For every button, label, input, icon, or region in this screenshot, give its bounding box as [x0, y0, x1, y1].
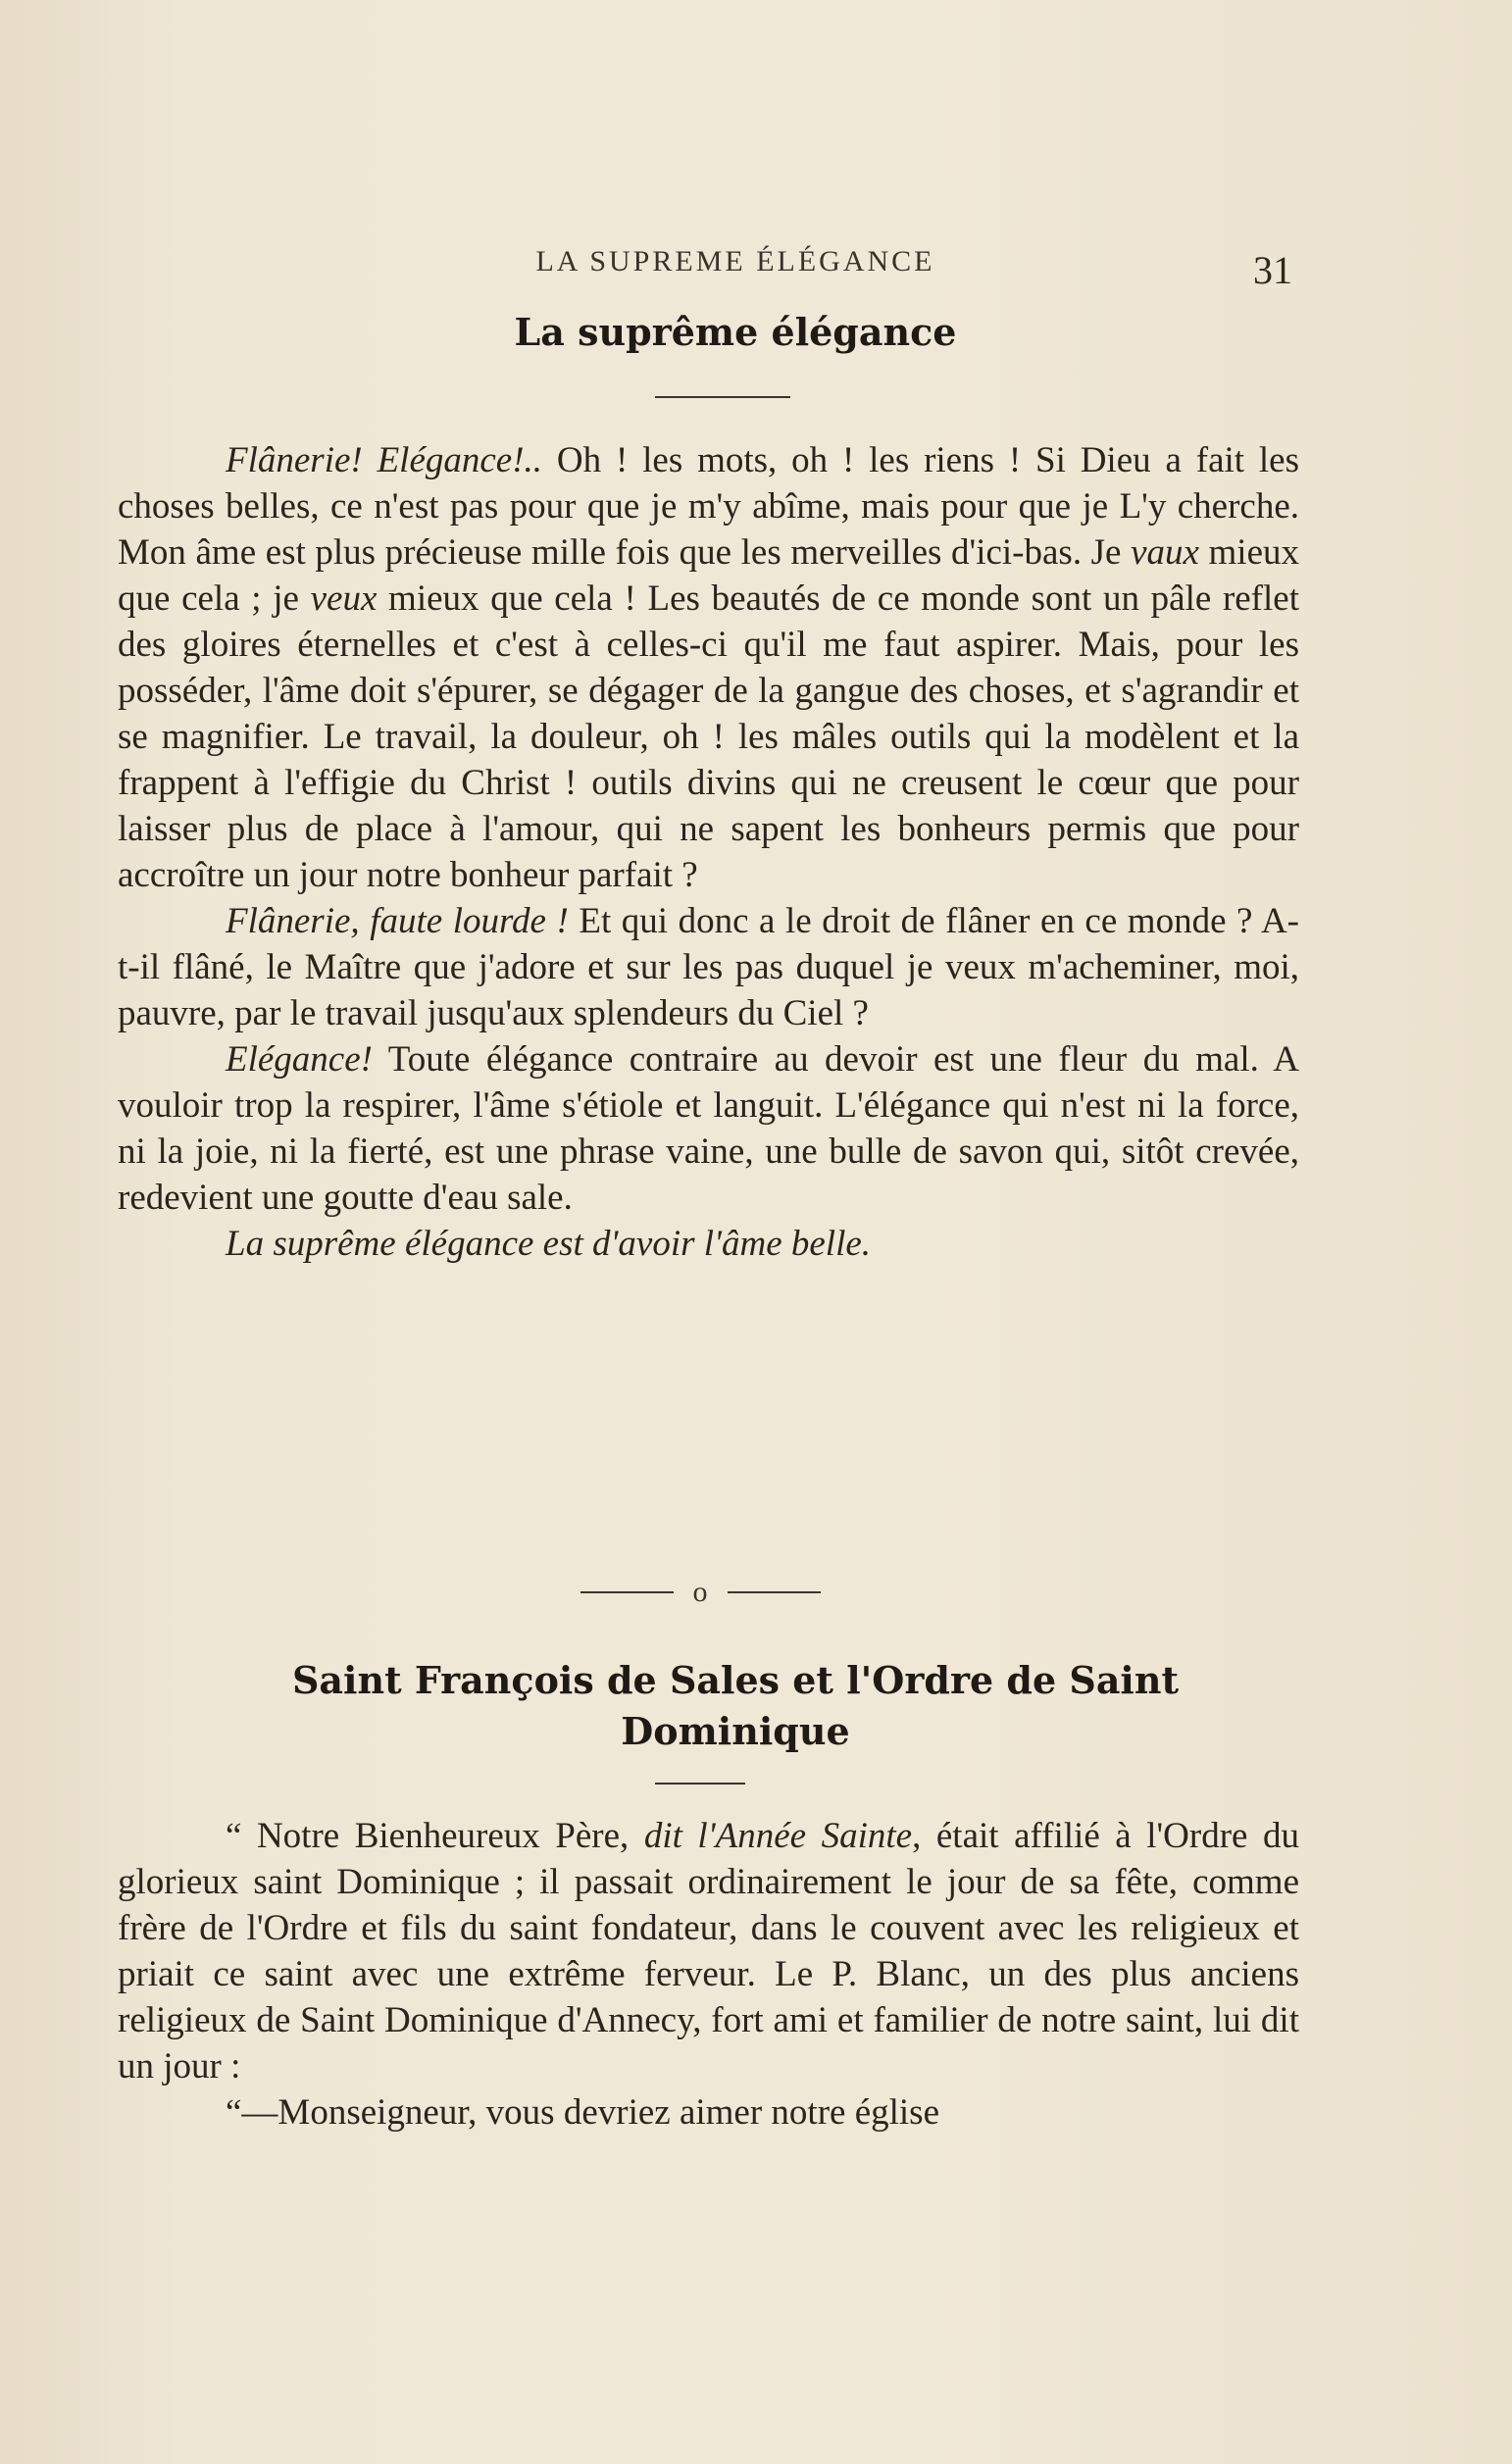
text-run: Toute élégance contraire au devoir est une fleur du mal. A vouloir trop la respirer, l'âme s'étiole et languit. L'élégance qui n'est ni la force, ni la joie, ni la fierté, est une phrase vaine, une bulle de savon qui, sitôt crevée, redevient une goutte d'eau sale. — [118, 1039, 1299, 1218]
paragraph — [118, 1221, 1299, 1267]
paragraph — [118, 1036, 1299, 1221]
paragraph — [118, 1813, 1299, 2089]
article-title: La suprême élégance — [514, 310, 957, 354]
article-body — [118, 1813, 1299, 2136]
paragraph — [118, 437, 1299, 898]
paragraph — [118, 898, 1299, 1036]
text-run: Oh ! les mots, oh ! les riens ! Si Dieu a fait les choses belles, ce n'est pas pour que je m'y abîme, mais pour que je L'y cherche. Mon âme est plus précieuse mille fois que les merveilles d'ici-bas. Je — [118, 440, 1299, 573]
emphasis: Elégance! — [226, 1039, 373, 1080]
article-body — [118, 437, 1299, 1267]
emphasis: dit l'Année Sainte — [643, 1816, 913, 1856]
emphasis: Flânerie, faute lourde ! — [226, 901, 569, 941]
separator-line — [580, 1591, 674, 1593]
text-run: mieux que cela ; je — [118, 532, 1300, 619]
text-run: Et qui donc a le droit de flâner en ce monde ? A-t-il flâné, le Maître que j'adore et sur les pas duquel je veux m'acheminer, moi, pauvre, par le travail jusqu'aux splendeurs du Ciel ? — [118, 901, 1300, 1033]
section-separator — [573, 1573, 828, 1612]
article-title: Saint François de Sales et l'Ordre de Saint Dominique — [291, 1658, 1180, 1753]
closing-line: La suprême élégance est d'avoir l'âme belle. — [226, 1224, 872, 1264]
paragraph — [118, 2089, 1299, 2136]
text-run: “ Notre Bienheureux Père, — [226, 1816, 644, 1856]
separator-line — [728, 1591, 821, 1593]
text-run: mieux que cela ! Les beautés de ce monde sont un pâle reflet des gloires éternelles et c'est à celles-ci qu'il me faut aspirer. Mais, pour les posséder, l'âme doit s'épurer, se dégager de la gangue des choses, et s'agrandir et se magnifier. Le travail, la douleur, oh ! les mâles outils qui la modèlent et la frappent à l'effigie du Christ ! outils divins qui ne creusent le cœur que pour laisser plus de place à l'amour, qui ne sapent les bonheurs permis que pour accroître un jour notre bonheur parfait ? — [118, 578, 1299, 895]
emphasis: veux — [310, 578, 378, 619]
title-rule — [655, 1783, 745, 1785]
text-run: , était affilié à l'Ordre du glorieux saint Dominique ; il passait ordinairement le jour de sa fête, comme frère de l'Ordre et fils du saint fondateur, dans le couvent avec les religieux et priait ce saint avec une extrême ferveur. Le P. Blanc, un des plus anciens religieux de Saint Dominique d'Annecy, fort ami et familier de notre saint, lui dit un jour : — [118, 1816, 1299, 2087]
title-rule — [655, 396, 790, 398]
emphasis: Flânerie! Elégance!.. — [226, 440, 543, 480]
separator-mark: o — [692, 1576, 708, 1608]
running-head: LA SUPREME ÉLÉGANCE — [535, 245, 935, 277]
page-number: 31 — [1253, 248, 1292, 292]
emphasis: vaux — [1131, 532, 1199, 573]
text-run: “—Monseigneur, vous devriez aimer notre église — [226, 2092, 940, 2133]
